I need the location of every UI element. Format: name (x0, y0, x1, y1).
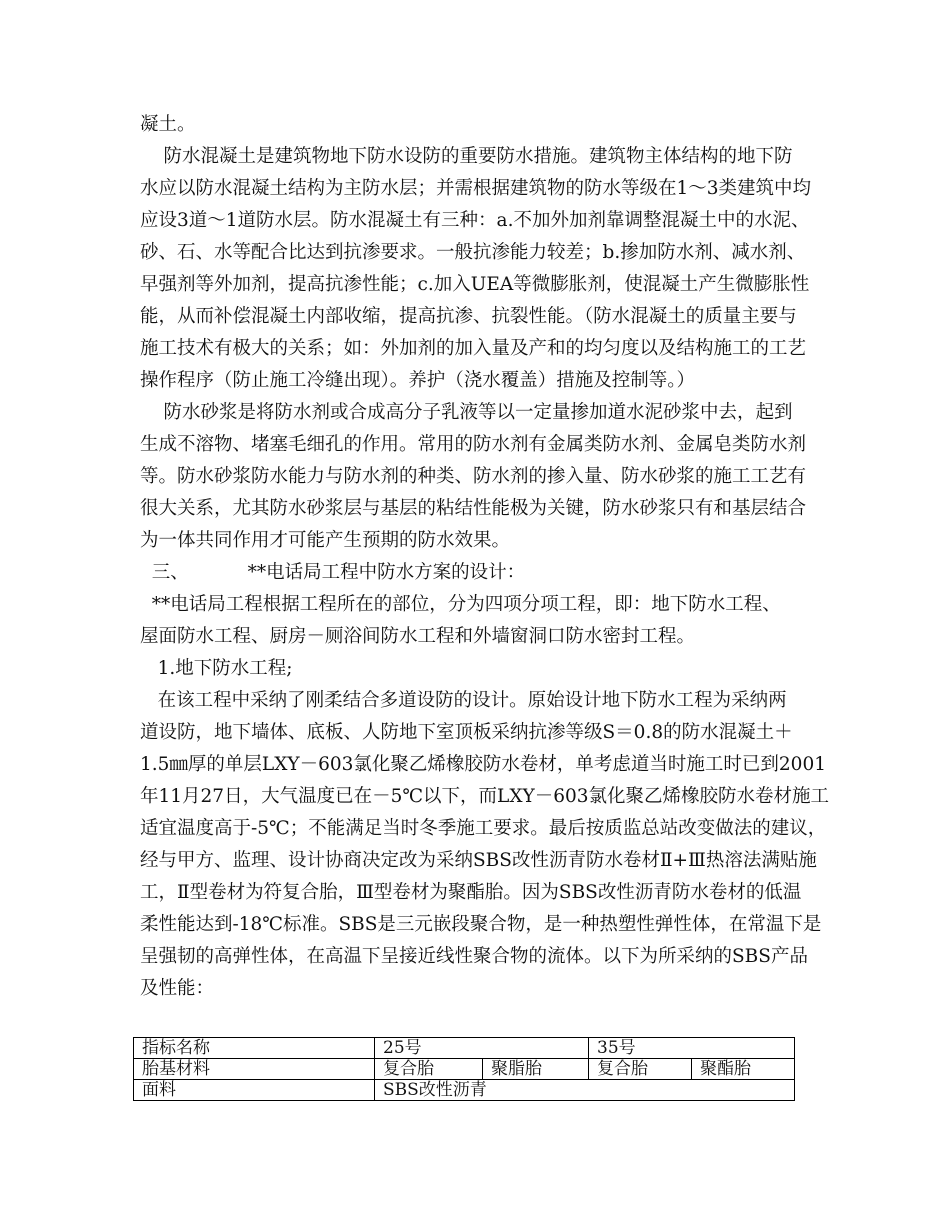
paragraph-line: 柔性能达到-18℃标准。SBS是三元嵌段聚合物，是一种热塑性弹性体，在常温下是 (140, 914, 822, 935)
table-row (134, 1080, 795, 1101)
paragraph-line: 屋面防水工程、厨房－厕浴间防水工程和外墙窗洞口防水密封工程。 (140, 626, 696, 647)
table-cell: 35号 (589, 1038, 795, 1059)
paragraph-line: 年11月27日，大气温度已在－5℃以下，而LXY－603氯化聚乙烯橡胶防水卷材施工 (140, 786, 830, 807)
table-cell-label: 指标名称 (134, 1038, 375, 1059)
paragraph-line: 1.5㎜厚的单层LXY－603氯化聚乙烯橡胶防水卷材，单考虑道当时施工时已到2001 (140, 754, 826, 775)
paragraph-line: 经与甲方、监理、设计协商决定改为采纳SBS改性沥青防水卷材Ⅱ+Ⅲ热溶法满贴施 (140, 850, 817, 871)
paragraph-line: 防水砂浆是将防水剂或合成高分子乳液等以一定量掺加道水泥砂浆中去，起到 (140, 402, 793, 423)
paragraph-line: 凝土。 (140, 114, 196, 135)
paragraph-line: 水应以防水混凝土结构为主防水层；并需根据建筑物的防水等级在1～3类建筑中均 (140, 178, 812, 199)
paragraph-line: 呈强韧的高弹性体，在高温下呈接近线性聚合物的流体。以下为所采纳的SBS产品 (140, 946, 808, 967)
table-row (134, 1059, 795, 1080)
subsection-heading: 1.地下防水工程; (140, 658, 293, 679)
paragraph-line: 生成不溶物、堵塞毛细孔的作用。常用的防水剂有金属类防水剂、金属皂类防水剂 (140, 434, 807, 455)
paragraph-line: 为一体共同作用才可能产生预期的防水效果。 (140, 530, 511, 551)
table-cell-label: 胎基材料 (134, 1059, 375, 1080)
table-cell: 复合胎 (375, 1059, 483, 1080)
paragraph-line: 能，从而补偿混凝土内部收缩，提高抗渗、抗裂性能。（防水混凝土的质量主要与 (140, 306, 797, 327)
paragraph-line: 很大关系，尤其防水砂浆层与基层的粘结性能极为关键，防水砂浆只有和基层结合 (140, 498, 807, 519)
paragraph-line: 防水混凝土是建筑物地下防水设防的重要防水措施。建筑物主体结构的地下防 (140, 146, 793, 167)
paragraph-line: 操作程序（防止施工冷缝出现）。养护（浇水覆盖）措施及控制等。） (140, 370, 696, 391)
table-cell: 聚酯胎 (692, 1059, 795, 1080)
sbs-spec-table (133, 1037, 795, 1101)
paragraph-line: 砂、石、水等配合比达到抗渗要求。一般抗渗能力较差；b.掺加防水剂、减水剂、 (140, 242, 806, 263)
section-heading: 三、 **电话局工程中防水方案的设计： (140, 562, 526, 583)
paragraph-line: 等。防水砂浆防水能力与防水剂的种类、防水剂的掺入量、防水砂浆的施工工艺有 (140, 466, 807, 487)
table-cell: 25号 (375, 1038, 589, 1059)
paragraph-line: 及性能： (140, 978, 215, 999)
paragraph-line: 施工技术有极大的关系；如：外加剂的加入量及产和的均匀度以及结构施工的工艺 (140, 338, 807, 359)
paragraph-line: 道设防，地下墙体、底板、人防地下室顶板采纳抗渗等级S＝0.8的防水混凝土＋ (140, 722, 793, 743)
table-cell: 复合胎 (589, 1059, 692, 1080)
table-cell-label: 面料 (134, 1080, 375, 1101)
table-cell: 聚脂胎 (483, 1059, 589, 1080)
paragraph-line: 工，Ⅱ型卷材为符复合胎，Ⅲ型卷材为聚酯胎。因为SBS改性沥青防水卷材的低温 (140, 882, 802, 903)
table-cell: SBS改性沥青 (375, 1080, 795, 1101)
paragraph-line: **电话局工程根据工程所在的部位，分为四项分项工程，即：地下防水工程、 (140, 594, 781, 615)
paragraph-line: 早强剂等外加剂，提高抗渗性能；c.加入UEA等微膨胀剂，使混凝土产生微膨胀性 (140, 274, 810, 295)
paragraph-line: 在该工程中采纳了刚柔结合多道设防的设计。原始设计地下防水工程为采纳两 (140, 690, 787, 711)
paragraph-line: 应设3道～1道防水层。防水混凝土有三种：a.不加外加剂靠调整混凝土中的水泥、 (140, 210, 810, 231)
paragraph-line: 适宜温度高于-5℃；不能满足当时冬季施工要求。最后按质监总站改变做法的建议， (140, 818, 827, 839)
table-row (134, 1038, 795, 1059)
